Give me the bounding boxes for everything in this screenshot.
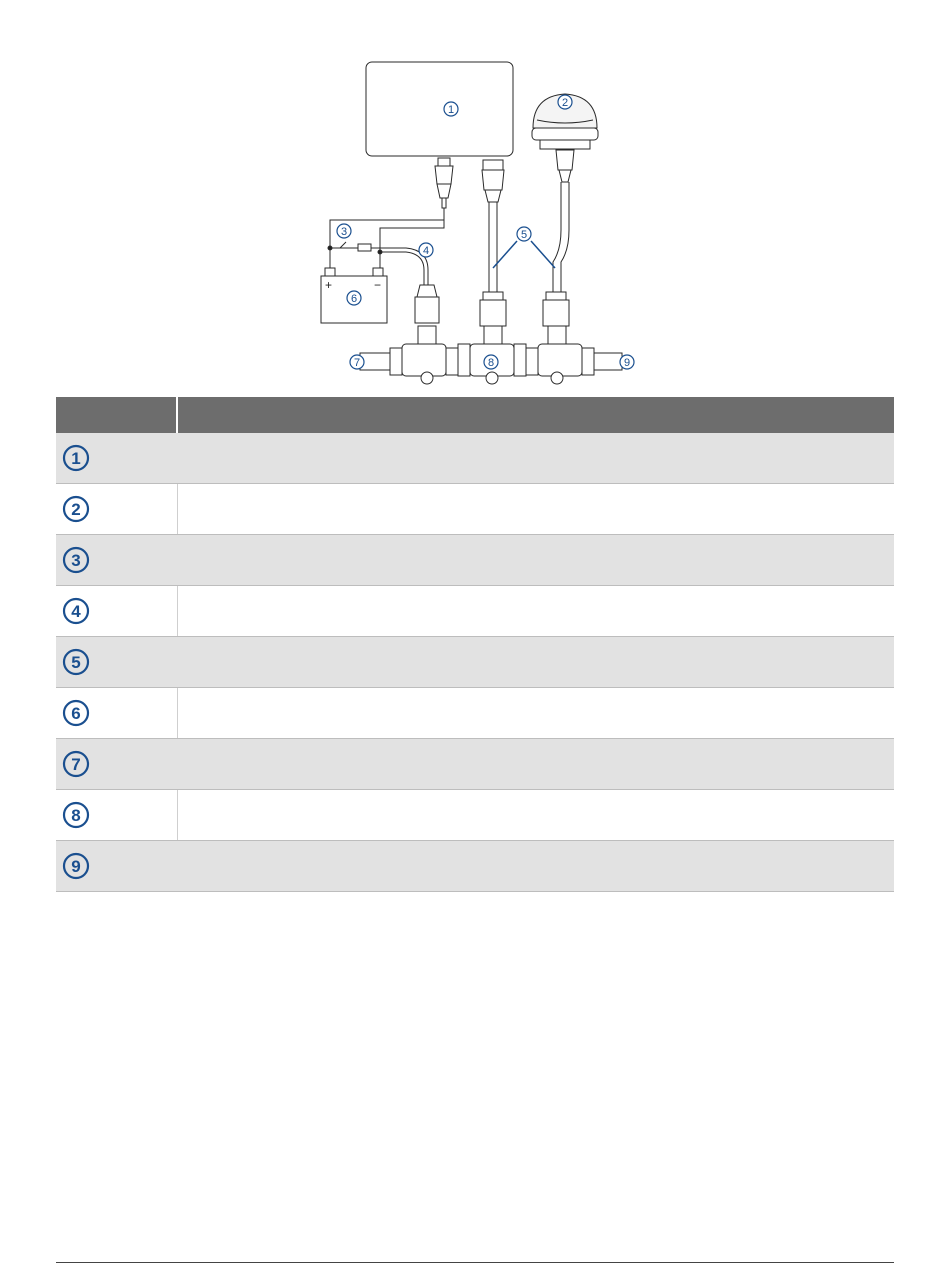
svg-text:9: 9 [623,357,631,369]
table-header-row [56,397,894,433]
table-row [56,586,894,637]
svg-text:4: 4 [422,245,430,257]
row-description-cell [177,841,894,892]
row-number-cell [56,484,177,535]
row-description-cell [177,484,894,535]
number-1-icon [62,444,177,472]
display-connector [435,158,453,208]
svg-text:5: 5 [520,229,528,241]
header-item [56,397,177,433]
row-number-cell [56,739,177,790]
footer-divider [56,1262,894,1263]
number-7-icon [62,750,177,778]
number-2-icon [62,495,177,523]
row-description-cell [177,535,894,586]
callout-1 [444,102,458,116]
table-row [56,688,894,739]
row-number-cell [56,790,177,841]
row-number-cell [56,688,177,739]
number-4-icon [62,597,177,625]
drop-cable-antenna [553,150,574,292]
svg-text:6: 6 [71,704,81,723]
battery-plus-sign: + [325,278,333,292]
svg-text:2: 2 [71,500,81,519]
callout-5 [517,227,531,241]
row-number-cell [56,433,177,484]
display-unit [366,62,513,156]
table-row [56,841,894,892]
svg-text:5: 5 [71,653,81,672]
svg-text:6: 6 [350,293,358,305]
row-description-cell [177,688,894,739]
svg-text:8: 8 [71,806,81,825]
callout-8 [484,355,498,369]
table-row [56,433,894,484]
row-description-cell [177,739,894,790]
number-5-icon [62,648,177,676]
battery-minus-sign: − [374,278,382,292]
row-description-cell [177,637,894,688]
table-row [56,535,894,586]
svg-text:8: 8 [487,357,495,369]
callout-6 [347,291,361,305]
tee-connectors [415,285,569,326]
table-row [56,790,894,841]
row-description-cell [177,586,894,637]
svg-text:7: 7 [71,755,81,774]
row-description-cell [177,433,894,484]
table-row [56,637,894,688]
row-number-cell [56,841,177,892]
callout-2 [558,95,572,109]
svg-text:1: 1 [447,104,455,116]
header-description [177,397,894,433]
callout-3 [337,224,351,238]
callout-7 [350,355,364,369]
number-9-icon [62,852,177,880]
number-8-icon [62,801,177,829]
svg-text:2: 2 [561,97,569,109]
svg-text:3: 3 [340,226,348,238]
svg-text:4: 4 [71,602,81,621]
callout-legend-table [56,397,894,892]
row-number-cell [56,637,177,688]
wiring-diagram [300,55,650,385]
row-number-cell [56,586,177,637]
svg-text:1: 1 [71,449,81,468]
callout-4 [419,243,433,257]
number-6-icon [62,699,177,727]
row-description-cell [177,790,894,841]
svg-text:7: 7 [353,357,361,369]
callout-9 [620,355,634,369]
table-row [56,739,894,790]
svg-text:3: 3 [71,551,81,570]
drop-cable-middle [482,160,504,292]
number-3-icon [62,546,177,574]
table-row [56,484,894,535]
svg-text:9: 9 [71,857,81,876]
row-number-cell [56,535,177,586]
